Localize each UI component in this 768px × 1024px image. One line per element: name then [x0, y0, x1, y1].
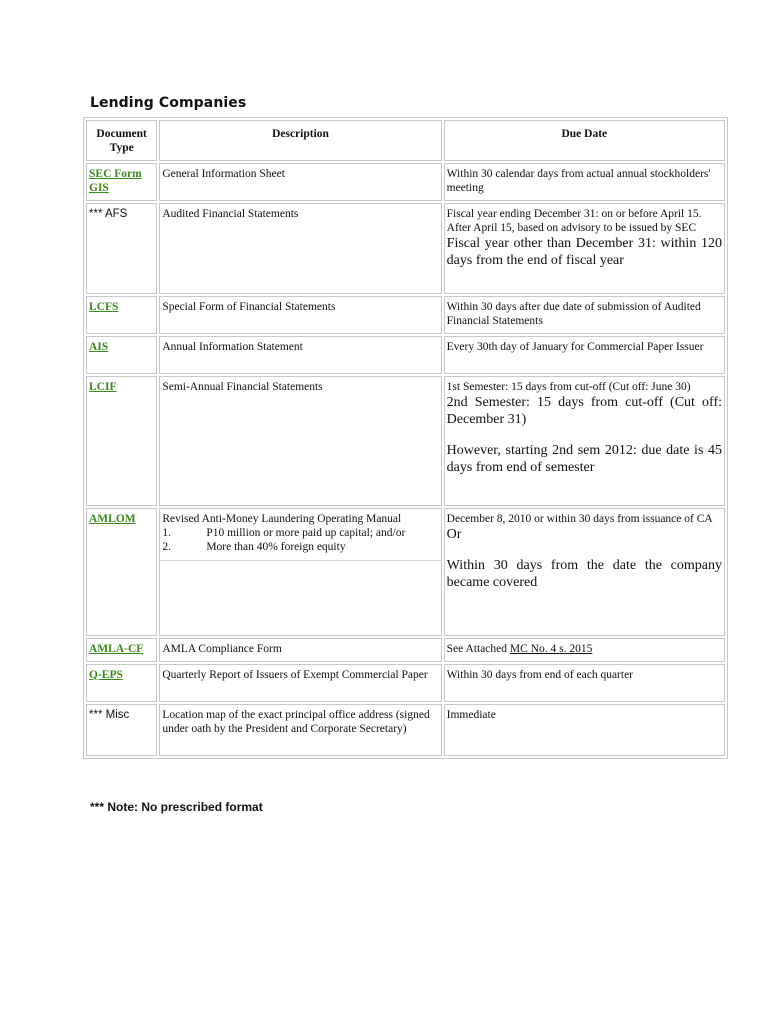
row-due-date: Within 30 days after due date of submission of Audited Financial Statements [444, 296, 725, 334]
doc-link-lcif[interactable]: LCIF [89, 381, 117, 393]
table-header-row [86, 120, 725, 161]
row-description: Annual Information Statement [159, 336, 441, 374]
due-line: 1st Semester: 15 days from cut-off (Cut off: June 30) [446, 381, 691, 393]
row-description: General Information Sheet [159, 163, 441, 201]
list-item: 2. More than 40% foreign equity [162, 541, 346, 553]
row-due-date [444, 376, 725, 506]
row-due-date: Within 30 days from end of each quarter [444, 664, 725, 702]
due-line: Within 30 days from the date the company became covered [446, 558, 722, 590]
doc-link-lcfs[interactable]: LCFS [89, 301, 119, 313]
doc-link-q-eps[interactable]: Q-EPS [89, 669, 123, 681]
table-row [86, 296, 725, 334]
row-description: Audited Financial Statements [159, 203, 441, 294]
table-row [86, 376, 725, 506]
due-line: Fiscal year ending December 31: on or before April 15. [446, 208, 702, 220]
row-description: Location map of the exact principal office address (signed under oath by the President and Corporate Secretary) [159, 704, 441, 756]
due-line: Fiscal year other than December 31: within 120 days from the end of fiscal year [446, 236, 722, 268]
row-description: Quarterly Report of Issuers of Exempt Commercial Paper [159, 664, 441, 702]
doc-link-ais[interactable]: AIS [89, 341, 109, 353]
description-text: Revised Anti-Money Laundering Operating Manual [162, 513, 402, 525]
row-due-date: See Attached MC No. 4 s. 2015 [444, 638, 725, 662]
list-item: 1. P10 million or more paid up capital; and/or [162, 527, 406, 539]
due-line: However, starting 2nd sem 2012: due date is 45 days from end of semester [446, 443, 722, 475]
table-row [86, 163, 725, 201]
row-description: AMLA Compliance Form [159, 638, 441, 662]
due-line: 2nd Semester: 15 days from cut-off (Cut off: December 31) [446, 395, 722, 427]
table-row [86, 704, 725, 756]
row-description [159, 508, 441, 636]
doc-code-afs: *** AFS [86, 203, 157, 294]
footnote: *** Note: No prescribed format [90, 800, 263, 814]
table-row [86, 336, 725, 374]
table-row [86, 664, 725, 702]
row-due-date: Within 30 calendar days from actual annual stockholders' meeting [444, 163, 725, 201]
lending-requirements-table [83, 117, 728, 759]
doc-link-sec-form-gis[interactable]: SEC Form GIS [89, 168, 142, 194]
header-description: Description [159, 120, 441, 161]
row-description: Semi-Annual Financial Statements [159, 376, 441, 506]
header-due-date: Due Date [444, 120, 725, 161]
table-row [86, 203, 725, 294]
row-description: Special Form of Financial Statements [159, 296, 441, 334]
row-due-date [444, 508, 725, 636]
table-row [86, 638, 725, 662]
row-due-date: Every 30th day of January for Commercial Paper Issuer [444, 336, 725, 374]
mc-no-4-link[interactable]: MC No. 4 s. 2015 [509, 643, 593, 655]
due-line: After April 15, based on advisory to be issued by SEC [446, 222, 697, 234]
due-line: December 8, 2010 or within 30 days from issuance of CA [446, 513, 713, 525]
page-title: Lending Companies [90, 95, 247, 111]
doc-link-amla-cf[interactable]: AMLA-CF [89, 643, 144, 655]
due-line: Or [446, 527, 462, 542]
doc-code-misc: *** Misc [86, 704, 157, 756]
table-row [86, 508, 725, 636]
doc-link-amlom[interactable]: AMLOM [89, 513, 136, 525]
header-document-type: Document Type [86, 120, 157, 161]
row-due-date: Immediate [444, 704, 725, 756]
row-due-date [444, 203, 725, 294]
